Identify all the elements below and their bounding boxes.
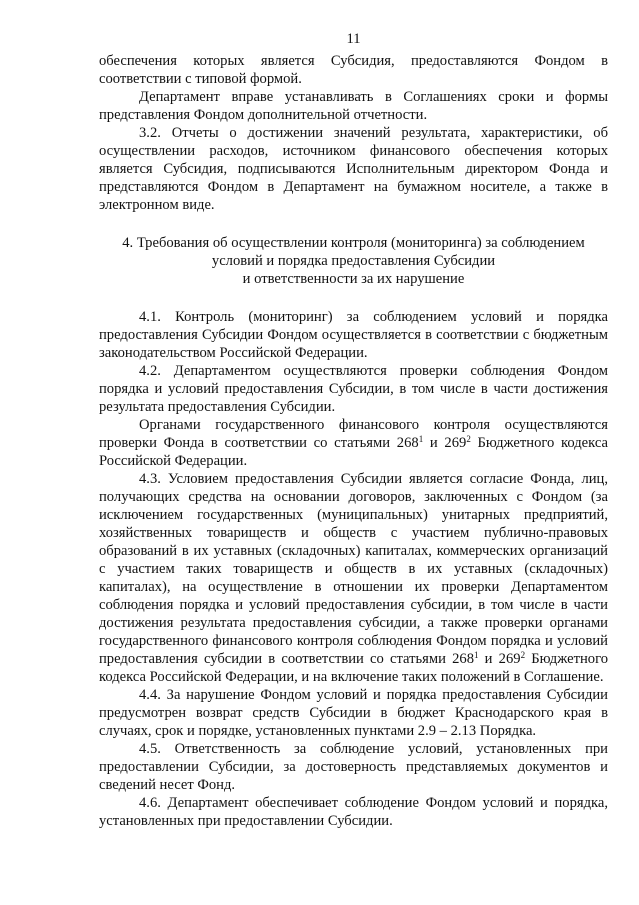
footnote-superscript: 2 (466, 434, 471, 444)
paragraph-4-6: 4.6. Департамент обеспечивает соблюдение Фондом условий и порядка, установленных при предоставлении Субсидии. (99, 795, 608, 829)
paragraph-reporting-terms: Департамент вправе устанавливать в Соглашениях сроки и формы представления Фондом дополнительной отчетности. (99, 89, 608, 123)
paragraph-4-5: 4.5. Ответственность за соблюдение условий, установленных при предоставлении Субсидии, за достоверность представляемых документов и сведений несет Фонд. (99, 741, 608, 793)
paragraph-4-3-text-b: и 269 (478, 651, 521, 667)
paragraph-4-3 (99, 470, 608, 686)
section-4-title-line-2: условий и порядка предоставления Субсидии (211, 253, 496, 269)
paragraph-3-2: 3.2. Отчеты о достижении значений результата, характеристики, об осуществлении расходов, источником финансового обеспечения которых является Субсидия, подписываются Исполнительным директором Фонда и представляются Фондом в Департамент на бумажном носителе, а также в электронном виде. (99, 125, 608, 213)
footnote-superscript: 1 (418, 434, 424, 444)
section-4-heading (99, 234, 608, 288)
section-4-title-line-1: 4. Требования об осуществлении контроля (мониторинга) за соблюдением (122, 235, 585, 251)
financial-control-text-c: Бюджетного кодекса Российской Федерации. (99, 435, 608, 469)
financial-control-text-b: и 269 (423, 435, 467, 451)
financial-control-text-a: Органами государственного финансового контроля осуществляются проверки Фонда в соответствии со статьями 268 (99, 417, 608, 451)
paragraph-4-2: 4.2. Департаментом осуществляются проверки соблюдения Фондом порядка и условий предоставления Субсидии, в том числе в части достижения результата предоставления Субсидии. (99, 363, 608, 415)
paragraph-4-4: 4.4. За нарушение Фондом условий и порядка предоставления Субсидии предусмотрен возврат средств Субсидии в бюджет Краснодарского края в случаях, срок и порядке, установленных пунктами 2.9 – 2.13 Порядка. (99, 687, 608, 739)
section-4-title-line-3: и ответственности за их нарушение (242, 271, 465, 287)
paragraph-4-1: 4.1. Контроль (мониторинг) за соблюдением условий и порядка предоставления Субсидии Фондом осуществляется в соответствии с бюджетным законодательством Российской Федерации. (99, 309, 608, 361)
paragraph-intro-continuation: обеспечения которых является Субсидия, предоставляются Фондом в соответствии с типовой формой. (99, 53, 608, 87)
footnote-superscript: 2 (520, 650, 526, 660)
footnote-superscript: 1 (474, 650, 479, 660)
paragraph-4-3-text-c: Бюджетного кодекса Российской Федерации, и на включение таких положений в Соглашение. (99, 651, 609, 685)
paragraph-financial-control (99, 416, 608, 470)
paragraph-4-3-text-a: 4.3. Условием предоставления Субсидии является согласие Фонда, лиц, получающих средства на основании договоров, заключенных с Фондом (за исключением государственных (муниципальных) унитарных предприятий, хозяйственных товариществ и обществ с участием публично-правовых образований в их уставных (складочных) капиталах, коммерческих организаций с участием таких товариществ и обществ в их уставных (складочных) капиталах), на осуществление в отношении их проверки Департаментом соблюдения порядка и условий предоставления субсидии, в том числе в части достижения результата предоставления субсидии, а также проверки органами государственного финансового контроля соблюдения Фондом порядка и условий предоставления субсидии в соответствии со статьями 268 (99, 471, 608, 667)
page-number: 11 (346, 31, 361, 47)
